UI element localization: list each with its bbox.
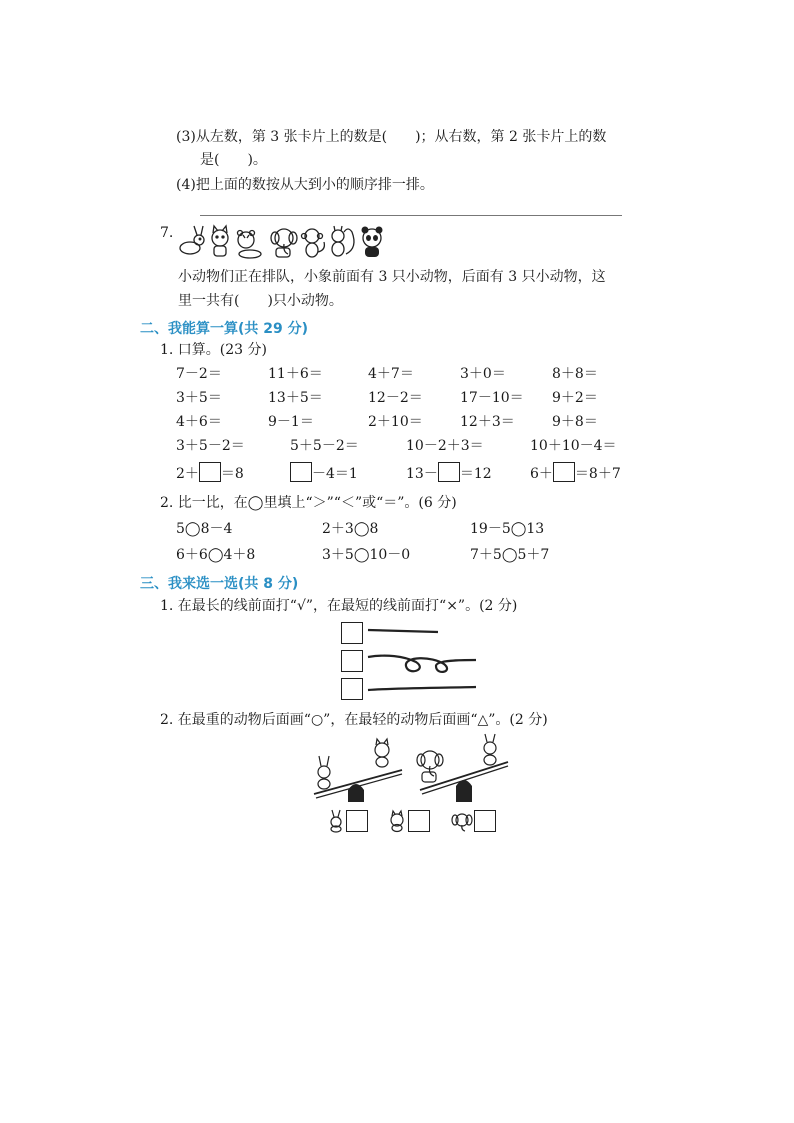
calc-item: 12＋3＝ (460, 414, 515, 430)
q6-answer-line[interactable] (200, 215, 622, 216)
calc-item: 17－10＝ (460, 390, 524, 406)
compare-item[interactable]: 5◯8－4 (176, 521, 233, 537)
answer-box[interactable] (474, 810, 496, 832)
seesaw-figure (310, 734, 510, 804)
rabbit-icon (326, 810, 346, 832)
q6-item4: (4)把上面的数按从大到小的顺序排一排。 (176, 177, 434, 193)
tiger-icon (238, 231, 262, 259)
calc-item: 12－2＝ (368, 390, 423, 406)
calc-item: 9＋2＝ (552, 390, 598, 406)
answer-box[interactable] (341, 678, 363, 700)
compare-item[interactable]: 3＋5◯10－0 (322, 547, 411, 563)
answer-box[interactable] (341, 650, 363, 672)
calc-item: 3＋0＝ (460, 366, 506, 382)
answer-box[interactable] (553, 462, 575, 482)
compare-item[interactable]: 7＋5◯5＋7 (470, 547, 550, 563)
cat-icon (212, 226, 228, 256)
fill-box-item: 2＋ ＝8 (176, 462, 244, 483)
rabbit-icon (318, 756, 330, 789)
calc-item: 11＋6＝ (268, 366, 323, 382)
panda-icon (362, 227, 383, 258)
q6-item3-line1: (3)从左数，第 3 张卡片上的数是( )；从右数，第 2 张卡片上的数 (176, 129, 607, 145)
elephant-icon (417, 751, 443, 782)
elephant-icon (271, 229, 297, 257)
compare-item[interactable]: 2＋3◯8 (322, 521, 379, 537)
compare-item[interactable]: 6＋6◯4＋8 (176, 547, 256, 563)
calc-item: 9＋8＝ (552, 414, 598, 430)
calc-item: 10＋10－4＝ (530, 438, 617, 454)
section3-title: 三、我来选一选(共 8 分) (140, 576, 299, 592)
answer-box[interactable] (290, 462, 312, 482)
answer-box[interactable] (438, 462, 460, 482)
calc-item: 13＋5＝ (268, 390, 323, 406)
calc-item: 3＋5＝ (176, 390, 222, 406)
calc-item: 3＋5－2＝ (176, 438, 245, 454)
compare-title: 2. 比一比，在◯里填上“＞”“＜”或“＝”。(6 分) (160, 495, 457, 511)
q6-item3-line2: 是( )。 (200, 152, 267, 168)
answer-box[interactable] (199, 462, 221, 482)
rabbit-icon (180, 226, 204, 254)
calc-item: 4＋6＝ (176, 414, 222, 430)
answer-box[interactable] (341, 622, 363, 644)
q7-text-line2: 里一共有( )只小动物。 (178, 293, 343, 309)
calc-item: 8＋8＝ (552, 366, 598, 382)
weight-question-title: 2. 在最重的动物后面画“○”，在最轻的动物后面画“△”。(2 分) (160, 712, 548, 728)
calc-item: 4＋7＝ (368, 366, 414, 382)
curved-line (368, 687, 476, 690)
calc-title: 1. 口算。(23 分) (160, 342, 267, 358)
calc-item: 5＋5－2＝ (290, 438, 359, 454)
elephant-icon (450, 810, 474, 832)
q7-animal-row (176, 224, 390, 260)
compare-item[interactable]: 19－5◯13 (470, 521, 545, 537)
answer-box[interactable] (408, 810, 430, 832)
q7-number: 7. (160, 225, 174, 241)
cat-icon (386, 810, 408, 832)
cat-icon (375, 739, 389, 767)
section2-title: 二、我能算一算(共 29 分) (140, 321, 309, 337)
calc-item: 9－1＝ (268, 414, 314, 430)
fill-box-item: 13－ ＝12 (406, 462, 492, 483)
calc-item: 2＋10＝ (368, 414, 423, 430)
answer-box[interactable] (346, 810, 368, 832)
calc-item: 7－2＝ (176, 366, 222, 382)
calc-item: 10－2＋3＝ (406, 438, 484, 454)
q7-text-line1: 小动物们正在排队，小象前面有 3 只小动物，后面有 3 只小动物，这 (178, 269, 606, 285)
fill-box-item: －4＝1 (290, 462, 358, 483)
fill-box-item: 6＋ ＝8＋7 (530, 462, 621, 483)
seesaw-left (314, 770, 402, 802)
lines-question-title: 1. 在最长的线前面打“√”，在最短的线前面打“×”。(2 分) (160, 598, 518, 614)
squirrel-icon (332, 226, 354, 256)
rabbit-icon (484, 734, 496, 765)
lines-figure (366, 620, 486, 700)
looped-line (368, 656, 476, 672)
monkey-icon (302, 229, 325, 257)
straight-line (368, 630, 438, 632)
